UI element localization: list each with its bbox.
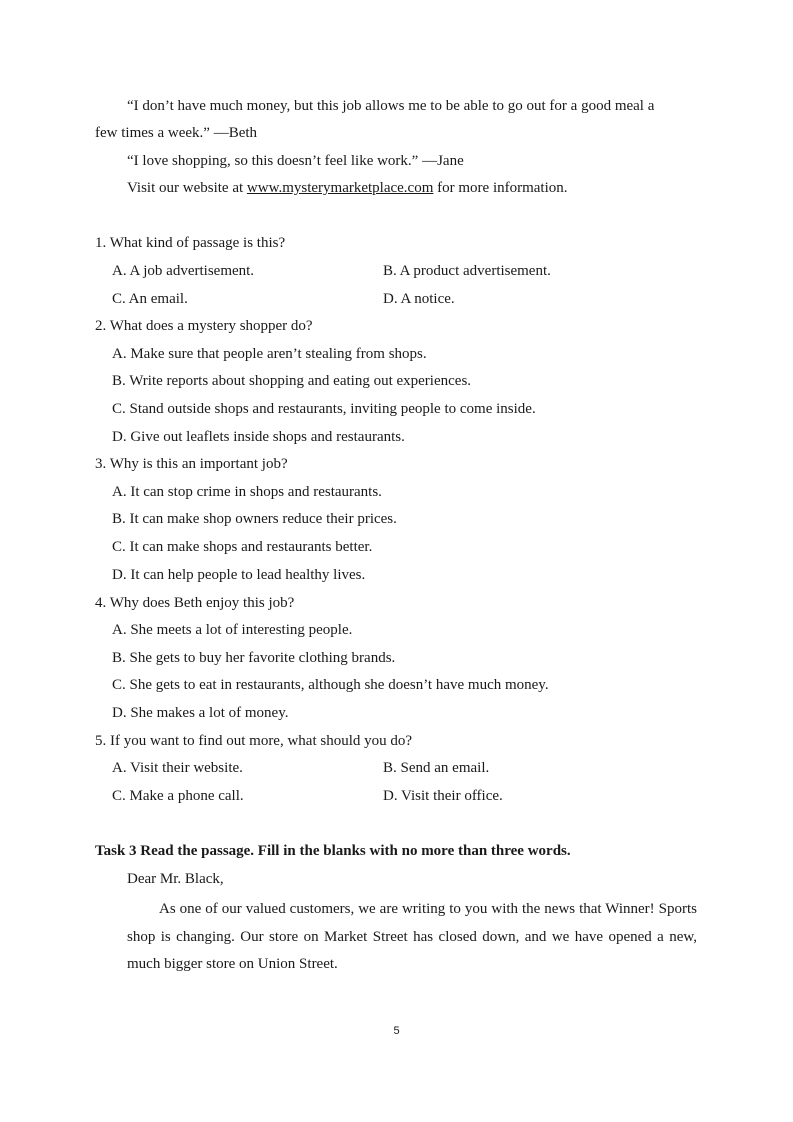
page-number: 5 xyxy=(393,1025,400,1037)
q2-option-d: D. Give out leaflets inside shops and restaurants. xyxy=(112,429,405,445)
q1-option-b: B. A product advertisement. xyxy=(383,263,551,279)
q3-option-a: A. It can stop crime in shops and restaurants. xyxy=(112,484,382,500)
letter-salutation: Dear Mr. Black, xyxy=(127,871,224,887)
question-3: 3. Why is this an important job? xyxy=(95,456,288,472)
q4-option-c: C. She gets to eat in restaurants, although she doesn’t have much money. xyxy=(112,677,549,693)
visit-prefix: Visit our website at xyxy=(127,180,247,196)
q4-option-d: D. She makes a lot of money. xyxy=(112,705,289,721)
visit-suffix: for more information. xyxy=(433,180,568,196)
q1-option-d: D. A notice. xyxy=(383,291,455,307)
q5-option-b: B. Send an email. xyxy=(383,760,490,776)
q4-option-b: B. She gets to buy her favorite clothing brands. xyxy=(112,650,396,666)
q5-option-c: C. Make a phone call. xyxy=(112,788,244,804)
question-4: 4. Why does Beth enjoy this job? xyxy=(95,595,295,611)
q5-option-a: A. Visit their website. xyxy=(112,760,243,776)
q1-option-a: A. A job advertisement. xyxy=(112,263,255,279)
q2-option-c: C. Stand outside shops and restaurants, inviting people to come inside. xyxy=(112,401,536,417)
question-1: 1. What kind of passage is this? xyxy=(95,235,286,251)
q4-option-a: A. She meets a lot of interesting people. xyxy=(112,622,353,638)
task3-heading: Task 3 Read the passage. Fill in the blanks with no more than three words. xyxy=(95,843,571,859)
q3-option-d: D. It can help people to lead healthy lives. xyxy=(112,567,366,583)
visit-website-line xyxy=(127,178,568,198)
q1-option-c: C. An email. xyxy=(112,291,188,307)
testimonial-jane: “I love shopping, so this doesn’t feel like work.” —Jane xyxy=(127,153,464,169)
q3-option-b: B. It can make shop owners reduce their prices. xyxy=(112,511,397,527)
website-link[interactable]: www.mysterymarketplace.com xyxy=(246,180,434,196)
question-2: 2. What does a mystery shopper do? xyxy=(95,318,313,334)
question-5: 5. If you want to find out more, what should you do? xyxy=(95,733,413,749)
testimonial-beth-line2: few times a week.” —Beth xyxy=(95,125,258,141)
q2-option-b: B. Write reports about shopping and eating out experiences. xyxy=(112,373,472,389)
q3-option-c: C. It can make shops and restaurants better. xyxy=(112,539,373,555)
testimonial-beth-line1: “I don’t have much money, but this job allows me to be able to go out for a good meal a xyxy=(127,98,655,114)
q2-option-a: A. Make sure that people aren’t stealing from shops. xyxy=(112,346,427,362)
letter-paragraph: As one of our valued customers, we are writing to you with the news that Winner! Sports shop is changing. Our store on Market Street has closed down, and we have opened a new, much bigger store on Union Street. xyxy=(127,901,697,972)
q5-option-d: D. Visit their office. xyxy=(383,788,503,804)
